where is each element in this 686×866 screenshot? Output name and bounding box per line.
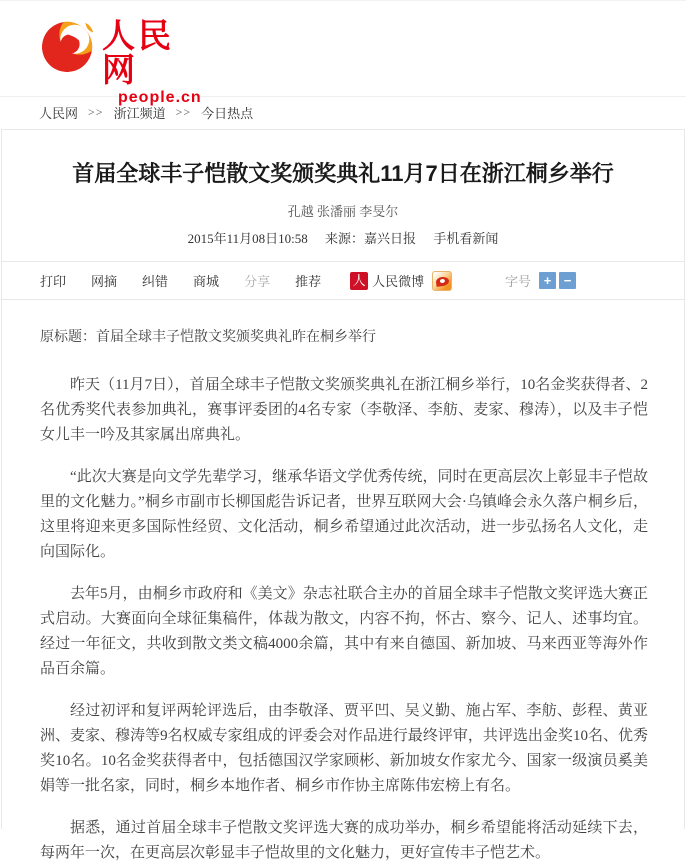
font-size-label: 字号 [504,274,531,289]
article-toolbar [2,261,684,300]
article-dateline [38,228,648,247]
site-name: 人民网 [102,19,174,89]
publish-datetime: 2015年11月08日10:58 [187,231,308,246]
article-body-block [2,300,684,866]
article-paragraph: 去年5月，由桐乡市政府和《美文》杂志社联合主办的首届全球丰子恺散文奖评选大赛正式启动。大赛面向全球征集稿件，体裁为散文，内容不拘，怀古、察今、记人、述事均宜。经过一年征文，共收到散文类文稿4000余篇，其中有来自德国、新加坡、马来西亚等海外作品百余篇。 [40,586,648,677]
people-weibo-icon: 人 [350,272,368,290]
people-cn-logo[interactable] [40,14,200,107]
article-source: 来源：嘉兴日报 [325,231,417,246]
logo-text [102,20,202,107]
people-cn-flame-icon [40,14,98,76]
font-decrease-button[interactable]: − [559,272,576,289]
article-paragraph: 经过初评和复评两轮评选后，由李敬泽、贾平凹、吴义勤、施占军、李舫、彭程、黄亚洲、麦家、穆涛等9名权威专家组成的评委会对作品进行最终评审，共评选出金奖10名、优秀奖10名。10名金奖获得者中，包括德国汉学家顾彬、新加坡女作家尤今、国家一级演员奚美娟等一批名家，同时，桐乡本地作者、桐乡市作协主席陈伟宏榜上有名。 [40,703,648,794]
breadcrumb-separator: >> [175,105,192,119]
share-button[interactable]: 分享 [244,274,271,289]
breadcrumb-home[interactable]: 人民网 [39,106,79,121]
article-paragraph: 据悉，通过首届全球丰子恺散文奖评选大赛的成功举办，桐乡希望能将活动延续下去，每两年一次，在更高层次彰显丰子恺故里的文化魅力，更好宣传丰子恺艺术。 [40,820,648,861]
font-size-controls [505,271,576,290]
sina-weibo-eye [436,276,450,287]
page-title: 首届全球丰子恺散文奖颁奖典礼11月7日在浙江桐乡举行 [72,161,614,186]
bookmark-button[interactable]: 网摘 [91,274,118,289]
correction-button[interactable]: 纠错 [142,274,169,289]
title-block [2,130,684,247]
original-title: 原标题：首届全球丰子恺散文奖颁奖典礼昨在桐乡举行 [40,330,376,345]
breadcrumb-section[interactable]: 今日热点 [201,106,254,121]
article-paragraph: 昨天（11月7日），首届全球丰子恺散文奖颁奖典礼在浙江桐乡举行，10名金奖获得者、2名优秀奖代表参加典礼，赛事评委团的4名专家（李敬泽、李舫、麦家、穆涛），以及丰子恺女儿丰一吟及其家属出席典礼。 [40,377,648,443]
recommend-button[interactable]: 推荐 [295,274,322,289]
people-weibo-label: 人民微博 [372,274,425,289]
breadcrumb-channel[interactable]: 浙江频道 [113,106,166,121]
article-authors: 孔越 张潘丽 李旻尔 [287,204,399,219]
article-body [40,373,648,866]
mall-button[interactable]: 商城 [193,274,220,289]
site-header [0,1,686,106]
mobile-news-link[interactable]: 手机看新闻 [433,231,499,246]
article-paragraph: “此次大赛是向文学先辈学习，继承华语文学优秀传统，同时在更高层次上彰显丰子恺故里的文化魅力。”桐乡市副市长柳国彪告诉记者，世界互联网大会·乌镇峰会永久落户桐乡后，这里将迎来更多国际性经贸、文化活动，桐乡希望通过此次活动，进一步弘扬名人文化，走向国际化。 [40,469,648,560]
print-button[interactable]: 打印 [40,274,67,289]
article-container [1,129,685,861]
sina-weibo-icon[interactable] [432,271,452,291]
people-weibo-link[interactable] [350,271,452,291]
breadcrumb-separator: >> [88,105,104,119]
font-increase-button[interactable]: + [539,272,556,289]
site-domain: people.cn [118,89,202,106]
